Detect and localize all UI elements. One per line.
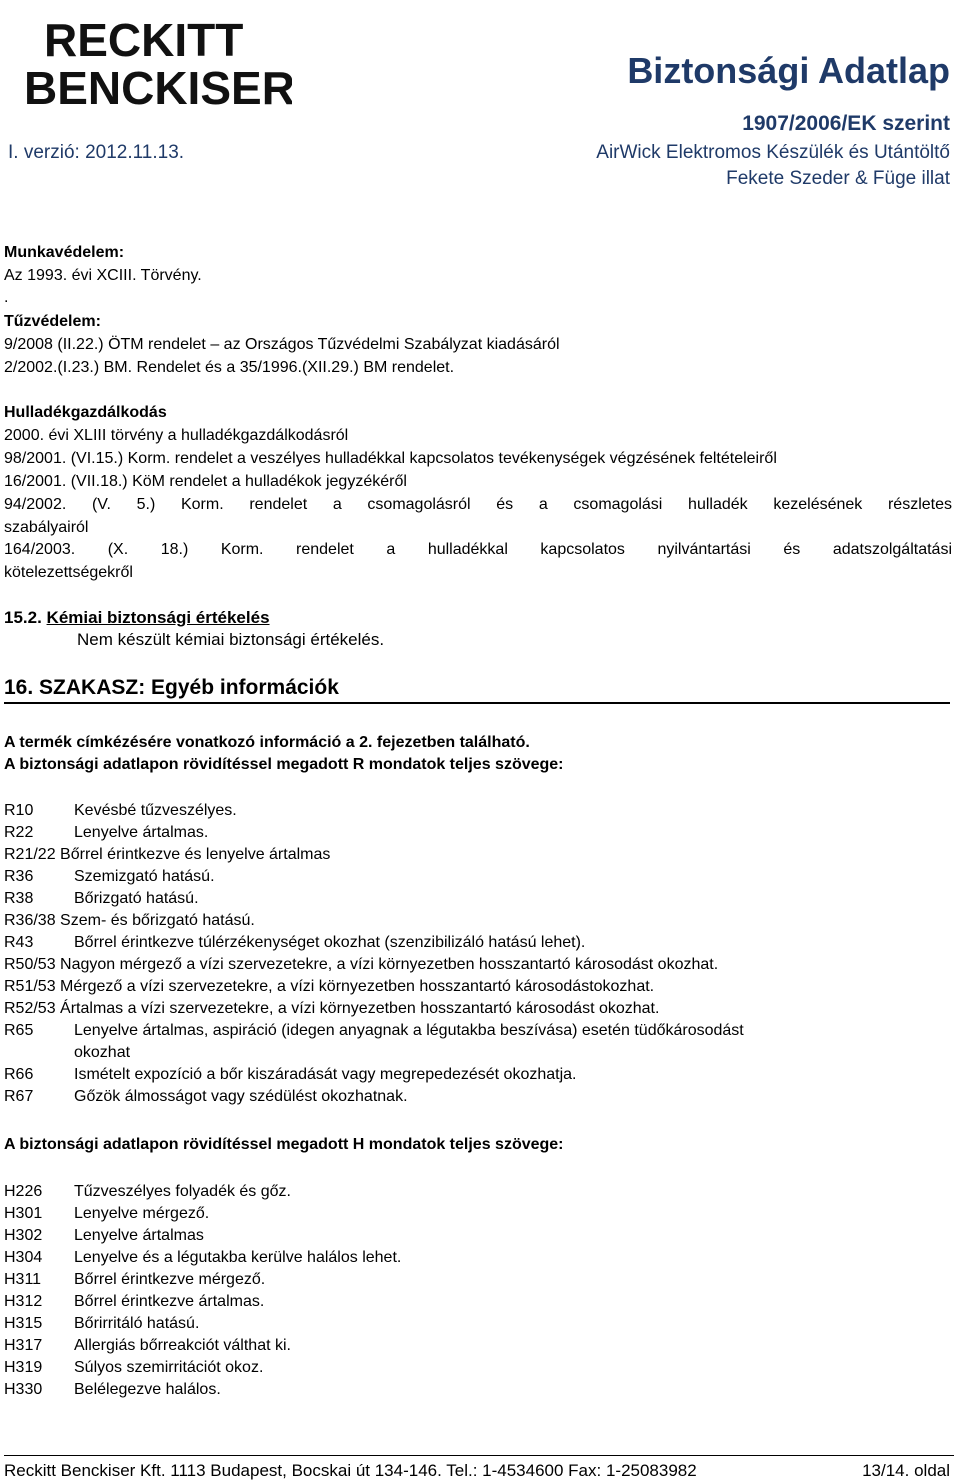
r-phrase: R52/53 Ártalmas a vízi szervezetekre, a vízi környezetben hosszantartó károsodást okozhat. bbox=[4, 1000, 660, 1017]
waste-line: 164/2003. (X. 18.) Korm. rendelet a hulladékkal kapcsolatos nyilvántartási és adatszolgáltatási bbox=[4, 541, 952, 558]
h-phrase: H311 Bőrrel érintkezve mérgező. bbox=[4, 1271, 266, 1288]
waste-line: 2000. évi XLIII törvény a hulladékgazdálkodásról bbox=[4, 427, 349, 444]
r-phrase: R65 Lenyelve ártalmas, aspiráció (idegen anyagnak a légutakba beszívása) esetén tüdőkárosodást bbox=[4, 1022, 744, 1039]
h-phrase: H317 Allergiás bőrreakciót válthat ki. bbox=[4, 1337, 291, 1354]
r-phrase: R21/22 Bőrrel érintkezve és lenyelve ártalmas bbox=[4, 846, 331, 863]
r-phrase: R36 Szemizgató hatású. bbox=[4, 868, 215, 885]
r-phrase: R66 Ismételt expozíció a bőr kiszáradását vagy megrepedezését okozhatja. bbox=[4, 1066, 577, 1083]
waste-line: 98/2001. (VI.15.) Korm. rendelet a veszélyes hulladékkal kapcsolatos tevékenységek végzésének feltételeiről bbox=[4, 450, 777, 467]
h-phrase: H301 Lenyelve mérgező. bbox=[4, 1205, 210, 1222]
waste-line: 16/2001. (VII.18.) KöM rendelet a hulladékok jegyzékéről bbox=[4, 473, 407, 490]
r-phrase: R43 Bőrrel érintkezve túlérzékenységet okozhat (szenzibilizáló hatású lehet). bbox=[4, 934, 586, 951]
r-phrase: R36/38 Szem- és bőrizgató hatású. bbox=[4, 912, 255, 929]
work-safety-heading: Munkavédelem: bbox=[4, 244, 125, 261]
footer-divider bbox=[4, 1455, 954, 1456]
company-logo bbox=[22, 14, 292, 110]
r-phrase: R22 Lenyelve ártalmas. bbox=[4, 824, 209, 841]
h-phrase: H304 Lenyelve és a légutakba kerülve halálos lehet. bbox=[4, 1249, 402, 1266]
section-15-2-heading bbox=[4, 607, 270, 629]
r-phrases-heading: A biztonsági adatlapon rövidítéssel megadott R mondatok teljes szövege: bbox=[4, 756, 564, 773]
work-safety-law: Az 1993. évi XCIII. Törvény. bbox=[4, 267, 202, 284]
waste-heading: Hulladékgazdálkodás bbox=[4, 404, 167, 421]
document-title: Biztonsági Adatlap bbox=[627, 50, 950, 91]
h-phrase: H319 Súlyos szemirritációt okoz. bbox=[4, 1359, 264, 1376]
logo-line-2: BENCKISER bbox=[24, 62, 292, 110]
waste-line: kötelezettségekről bbox=[4, 564, 133, 581]
regulation-ref: 1907/2006/EK szerint bbox=[742, 112, 950, 135]
section-15-2-title: Kémiai biztonsági értékelés bbox=[46, 608, 270, 627]
reckitt-benckiser-logo bbox=[22, 14, 292, 110]
r-phrase-list bbox=[4, 800, 744, 1108]
h-phrase: H312 Bőrrel érintkezve ártalmas. bbox=[4, 1293, 265, 1310]
r-phrase: okozhat bbox=[74, 1044, 131, 1061]
section-15-2-number: 15.2. bbox=[4, 608, 42, 627]
r-phrase: R38 Bőrizgató hatású. bbox=[4, 890, 199, 907]
h-phrase: H226 Tűzveszélyes folyadék és gőz. bbox=[4, 1183, 291, 1200]
waste-line: szabályairól bbox=[4, 519, 89, 536]
fire-line: 2/2002.(I.23.) BM. Rendelet és a 35/1996.(XII.29.) BM rendelet. bbox=[4, 359, 455, 376]
h-phrase-list bbox=[4, 1181, 401, 1401]
r-phrase: R50/53 Nagyon mérgező a vízi szervezetekre, a vízi környezetben hosszantartó károsodást okozhat. bbox=[4, 956, 719, 973]
r-phrase: R10 Kevésbé tűzveszélyes. bbox=[4, 802, 237, 819]
section-16-title: 16. SZAKASZ: Egyéb információk bbox=[4, 676, 950, 704]
logo-line-1: RECKITT bbox=[44, 14, 244, 66]
section-15-2-text: Nem készült kémiai biztonsági értékelés. bbox=[77, 630, 385, 649]
separator-dot: . bbox=[4, 289, 9, 306]
r-phrase: R67 Gőzök álmosságot vagy szédülést okozhatnak. bbox=[4, 1088, 408, 1105]
fire-heading: Tűzvédelem: bbox=[4, 313, 101, 330]
h-phrase: H330 Belélegezve halálos. bbox=[4, 1381, 221, 1398]
fire-line: 9/2008 (II.22.) ÖTM rendelet – az Országos Tűzvédelmi Szabályzat kiadásáról bbox=[4, 336, 560, 353]
product-name: AirWick Elektromos Készülék és Utántöltő bbox=[596, 142, 950, 163]
footer-company: Reckitt Benckiser Kft. 1113 Budapest, Bocskai út 134-146. Tel.: 1-4534600 Fax: 1-25083982 bbox=[4, 1461, 697, 1480]
label-info: A termék címkézésére vonatkozó információ a 2. fejezetben található. bbox=[4, 734, 530, 751]
h-phrase: H302 Lenyelve ártalmas bbox=[4, 1227, 204, 1244]
version-date: I. verzió: 2012.11.13. bbox=[8, 142, 185, 163]
r-phrase: R51/53 Mérgező a vízi szervezetekre, a vízi környezetben hosszantartó károsodástokozhat. bbox=[4, 978, 655, 995]
waste-line: 94/2002. (V. 5.) Korm. rendelet a csomagolásról és a csomagolási hulladék kezelésének részletes bbox=[4, 496, 952, 513]
h-phrase: H315 Bőrirritáló hatású. bbox=[4, 1315, 200, 1332]
footer-page-number: 13/14. oldal bbox=[862, 1461, 950, 1480]
h-phrases-heading: A biztonsági adatlapon rövidítéssel megadott H mondatok teljes szövege: bbox=[4, 1136, 564, 1153]
product-variant: Fekete Szeder & Füge illat bbox=[726, 168, 950, 189]
page-footer bbox=[4, 1461, 950, 1481]
